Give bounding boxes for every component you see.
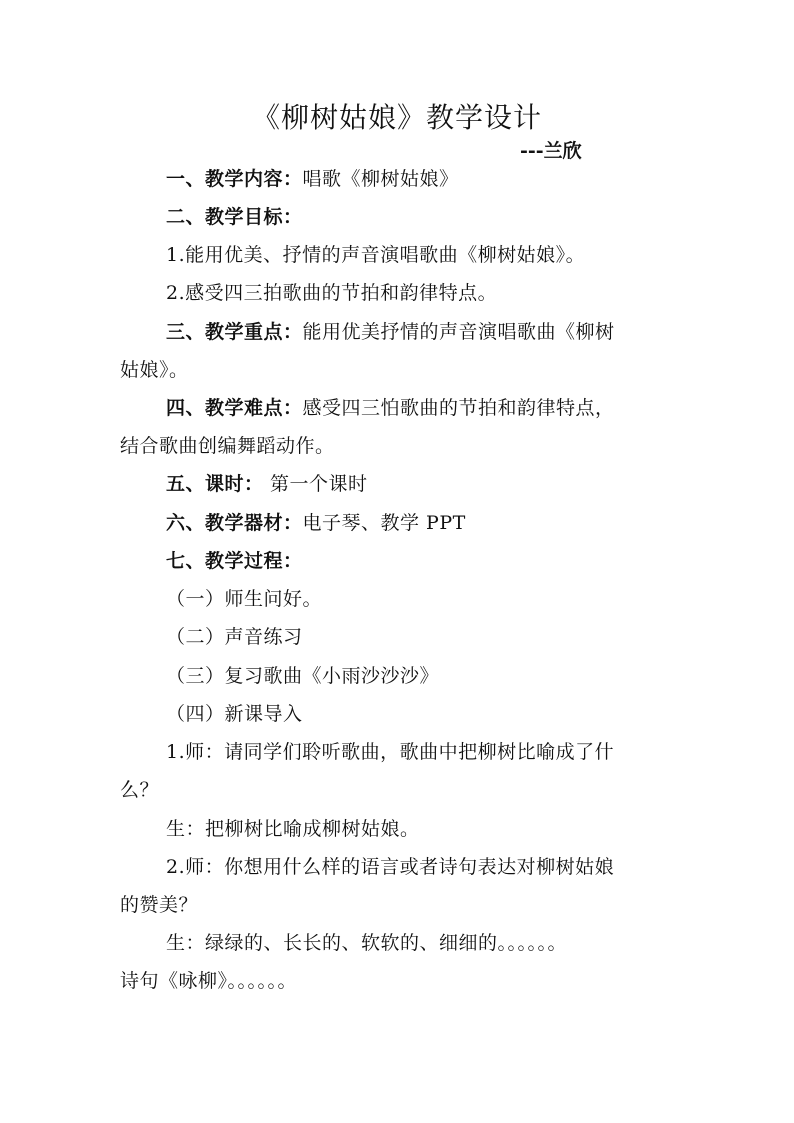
author-name: ---兰欣 xyxy=(520,140,582,162)
step-item: （二）声音练习 xyxy=(166,626,303,648)
section-teaching-goals xyxy=(166,202,303,229)
section-label: 三、教学重点： xyxy=(166,321,303,343)
answer-2-cont: 诗句《咏柳》。。。。。。 xyxy=(120,970,298,992)
question-2: 2.师：你想用什么样的语言或者诗句表达对柳树姑娘 xyxy=(166,856,615,878)
section-label: 四、教学难点： xyxy=(166,397,303,419)
section-key-points xyxy=(166,317,615,344)
section-equipment xyxy=(166,508,466,535)
answer-1: 生：把柳树比喻成柳树姑娘。 xyxy=(166,818,420,840)
section-text: 能用优美抒情的声音演唱歌曲《柳树 xyxy=(302,321,615,343)
step-item: （四）新课导入 xyxy=(166,703,303,725)
section-teaching-content xyxy=(166,164,459,191)
document-title: 《柳树姑娘》教学设计 xyxy=(251,101,542,134)
step-item: （三）复习歌曲《小雨沙沙沙》 xyxy=(166,665,440,687)
section-label: 一、教学内容： xyxy=(166,168,303,190)
section-text: 第一个课时 xyxy=(263,473,368,495)
question-1-cont: 么？ xyxy=(120,779,160,801)
section-process xyxy=(166,546,303,573)
section-text: 感受四三怕歌曲的节拍和韵律特点， xyxy=(302,397,615,419)
answer-2: 生：绿绿的、长长的、软软的、细细的。。。。。。 xyxy=(166,932,568,954)
step-item: （一）师生问好。 xyxy=(166,588,323,610)
goal-item-2: 2.感受四三拍歌曲的节拍和韵律特点。 xyxy=(166,282,498,304)
question-2-cont: 的赞美？ xyxy=(120,894,199,916)
goal-item-1: 1.能用优美、抒情的声音演唱歌曲《柳树姑娘》。 xyxy=(166,244,586,266)
section-key-points-cont: 姑娘》。 xyxy=(120,359,189,381)
question-1: 1.师：请同学们聆听歌曲，歌曲中把柳树比喻成了什 xyxy=(166,741,615,763)
section-label: 六、教学器材： xyxy=(166,512,303,534)
section-difficulties-cont: 结合歌曲创编舞蹈动作。 xyxy=(120,435,335,457)
section-difficulties xyxy=(166,393,615,420)
section-label: 五、课时： xyxy=(166,473,264,495)
section-text: 电子琴、教学 PPT xyxy=(302,512,466,534)
section-text: 唱歌《柳树姑娘》 xyxy=(302,168,459,190)
section-label: 二、教学目标： xyxy=(166,206,303,228)
section-class-hours xyxy=(166,469,368,496)
section-label: 七、教学过程： xyxy=(166,550,303,572)
